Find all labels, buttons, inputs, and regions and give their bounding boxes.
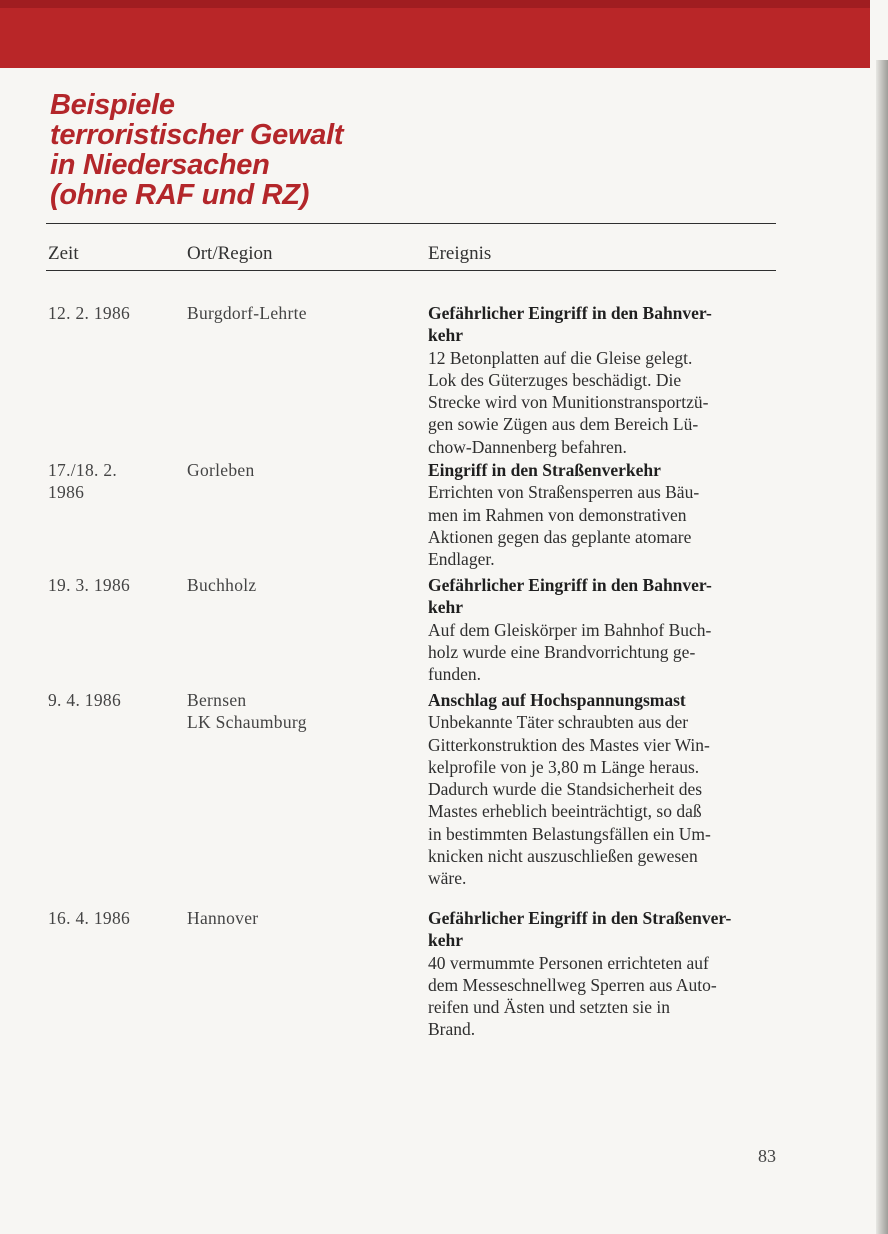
event-desc-line: kelprofile von je 3,80 m Länge heraus. <box>428 756 700 777</box>
event-description <box>428 619 776 686</box>
entry-place <box>187 459 407 481</box>
date-line: 12. 2. 1986 <box>48 303 131 323</box>
event-title <box>428 907 776 952</box>
entry-event <box>428 689 776 890</box>
event-desc-line: Aktionen gegen das geplante atomare <box>428 526 692 547</box>
title-line: Beispiele <box>50 89 175 121</box>
place-line: Buchholz <box>187 575 257 595</box>
title-line: in Niedersachen <box>50 149 270 181</box>
column-header-ereignis: Ereignis <box>428 243 492 264</box>
entry-date <box>48 907 168 929</box>
entry-event <box>428 907 776 1041</box>
entry-place <box>187 302 407 324</box>
place-line: Hannover <box>187 908 259 928</box>
event-title-line: kehr <box>428 597 463 618</box>
event-desc-line: holz wurde eine Brandvorrichtung ge- <box>428 641 696 662</box>
page-title <box>50 90 470 210</box>
entry-event <box>428 459 776 570</box>
entry-date <box>48 459 168 503</box>
event-description <box>428 952 776 1041</box>
event-desc-line: Auf dem Gleiskörper im Bahnhof Buch- <box>428 619 712 640</box>
event-desc-line: dem Messeschnellweg Sperren aus Auto- <box>428 974 717 995</box>
event-desc-line: gen sowie Zügen aus dem Bereich Lü- <box>428 414 699 435</box>
event-title <box>428 459 776 481</box>
entry-date <box>48 689 168 711</box>
event-title-line: kehr <box>428 325 463 346</box>
event-title-line: Eingriff in den Straßenverkehr <box>428 460 661 480</box>
date-line: 16. 4. 1986 <box>48 908 131 928</box>
event-desc-line: Endlager. <box>428 549 495 570</box>
page-number: 83 <box>758 1146 776 1166</box>
event-desc-line: Dadurch wurde die Standsicherheit des <box>428 779 703 800</box>
entry-event <box>428 302 776 458</box>
event-desc-line: chow-Dannenberg befahren. <box>428 436 627 457</box>
event-desc-line: funden. <box>428 664 481 685</box>
event-title <box>428 689 776 711</box>
event-desc-line: 40 vermummte Personen errichteten auf <box>428 952 709 973</box>
place-line: LK Schaumburg <box>187 712 307 732</box>
entry-date <box>48 574 168 596</box>
event-desc-line: Errichten von Straßensperren aus Bäu- <box>428 482 700 503</box>
entry-place <box>187 689 407 733</box>
event-desc-line: Brand. <box>428 1019 476 1040</box>
event-desc-line: Lok des Güterzuges beschädigt. Die <box>428 369 682 390</box>
event-title <box>428 574 776 619</box>
event-description <box>428 347 776 458</box>
event-description <box>428 711 776 889</box>
header-color-band <box>0 0 870 68</box>
event-title <box>428 302 776 347</box>
event-desc-line: 12 Betonplatten auf die Gleise gelegt. <box>428 347 693 368</box>
event-desc-line: men im Rahmen von demonstrativen <box>428 504 687 525</box>
event-title-line: Gefährlicher Eingriff in den Straßenver- <box>428 908 732 928</box>
date-line: 19. 3. 1986 <box>48 575 131 595</box>
place-line: Burgdorf-Lehrte <box>187 303 307 323</box>
event-desc-line: Mastes erheblich beeinträchtigt, so daß <box>428 801 702 822</box>
entry-event <box>428 574 776 685</box>
table-top-rule <box>46 223 776 224</box>
date-line: 17./18. 2. <box>48 460 118 480</box>
event-desc-line: Unbekannte Täter schraubten aus der <box>428 712 689 733</box>
title-line: (ohne RAF und RZ) <box>50 179 310 211</box>
entry-date <box>48 302 168 324</box>
date-line: 1986 <box>48 482 85 502</box>
entry-place <box>187 907 407 929</box>
place-line: Gorleben <box>187 460 255 480</box>
event-desc-line: in bestimmten Belastungsfällen ein Um- <box>428 823 711 844</box>
entry-place <box>187 574 407 596</box>
event-desc-line: Gitterkonstruktion des Mastes vier Win- <box>428 734 710 755</box>
event-desc-line: wäre. <box>428 868 467 889</box>
header-band-edge <box>0 0 870 8</box>
column-header-zeit: Zeit <box>48 243 79 264</box>
event-title-line: Gefährlicher Eingriff in den Bahnver- <box>428 575 712 595</box>
page-edge-shadow <box>876 60 888 1234</box>
event-title-line: kehr <box>428 930 463 951</box>
place-line: Bernsen <box>187 690 247 710</box>
title-line: terroristischer Gewalt <box>50 119 344 151</box>
event-title-line: Anschlag auf Hochspannungsmast <box>428 690 686 710</box>
table-header-rule <box>46 270 776 271</box>
event-title-line: Gefährlicher Eingriff in den Bahnver- <box>428 303 712 323</box>
date-line: 9. 4. 1986 <box>48 690 121 710</box>
event-desc-line: reifen und Ästen und setzten sie in <box>428 997 671 1018</box>
event-description <box>428 481 776 570</box>
event-desc-line: knicken nicht auszuschließen gewesen <box>428 846 698 867</box>
event-desc-line: Strecke wird von Munitionstransportzü- <box>428 392 709 413</box>
column-header-ort: Ort/Region <box>187 243 273 264</box>
